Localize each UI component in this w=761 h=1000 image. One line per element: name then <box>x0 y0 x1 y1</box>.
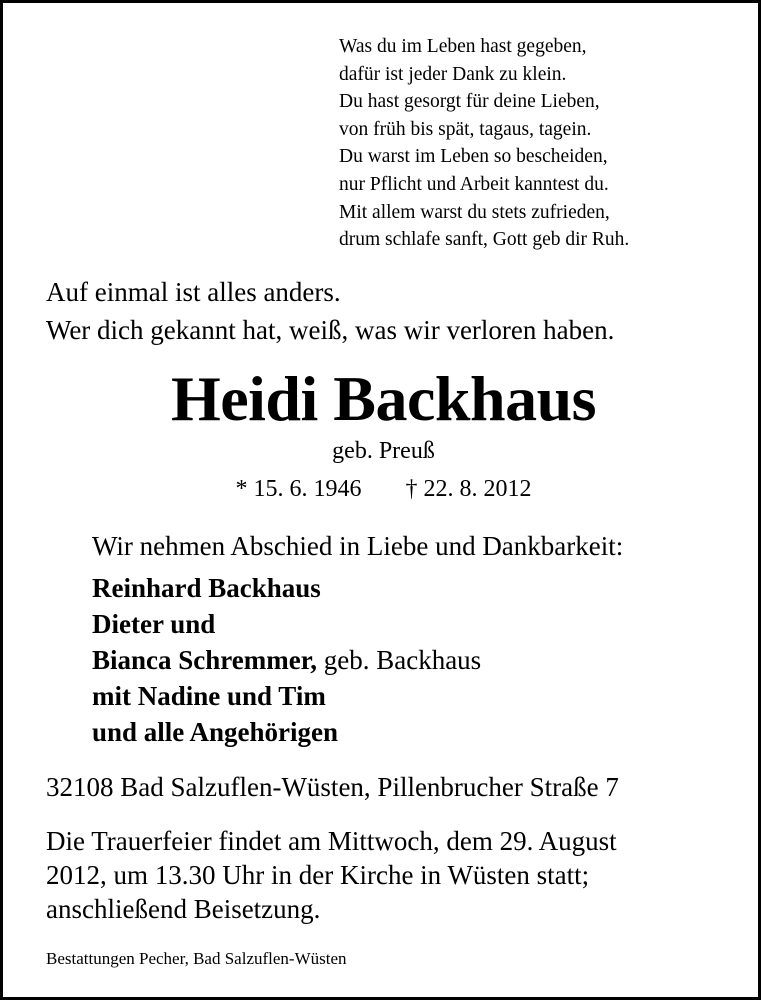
mourner-maiden-name: geb. Backhaus <box>316 645 482 675</box>
mourner-name: Bianca Schremmer, <box>92 645 317 675</box>
birth-date: * 15. 6. 1946 <box>235 476 362 502</box>
mourner-line: Reinhard Backhaus <box>92 573 321 603</box>
poem-line: Du warst im Leben so bescheiden, <box>339 146 608 168</box>
intro-line: Auf einmal ist alles anders. <box>46 277 341 307</box>
poem <box>339 33 749 254</box>
service-line: 2012, um 13.30 Uhr in der Kirche in Wüsten statt; <box>46 860 590 890</box>
farewell-heading: Wir nehmen Abschied in Liebe und Dankbarkeit: <box>92 531 624 561</box>
family-address: 32108 Bad Salzuflen-Wüsten, Pillenbrucher Straße 7 <box>46 772 619 802</box>
life-dates <box>3 473 761 505</box>
mourner-line <box>92 642 752 678</box>
undertaker-credit: Bestattungen Pecher, Bad Salzuflen-Wüsten <box>46 949 347 968</box>
poem-line: Was du im Leben hast gegeben, <box>339 36 587 57</box>
funeral-service-info <box>46 824 746 926</box>
service-line: Die Trauerfeier findet am Mittwoch, dem 29. August <box>46 826 617 856</box>
mourner-line: und alle Angehörigen <box>92 717 339 747</box>
mourners-list <box>92 570 752 750</box>
poem-line: nur Pflicht und Arbeit kanntest du. <box>339 173 609 195</box>
death-date: † 22. 8. 2012 <box>405 476 532 502</box>
poem-line: dafür ist jeder Dank zu klein. <box>339 63 567 85</box>
mourner-line: Dieter und <box>92 609 216 639</box>
intro-text <box>46 273 746 349</box>
deceased-name: Heidi Backhaus <box>170 363 597 434</box>
poem-line: drum schlafe sanft, Gott geb dir Ruh. <box>339 229 630 251</box>
maiden-name: geb. Preuß <box>332 438 435 464</box>
mourner-line: mit Nadine und Tim <box>92 681 326 711</box>
poem-line: Du hast gesorgt für deine Lieben, <box>339 91 600 113</box>
service-line: anschließend Beisetzung. <box>46 894 321 924</box>
poem-line: Mit allem warst du stets zufrieden, <box>339 201 610 223</box>
poem-line: von früh bis spät, tagaus, tagein. <box>339 118 592 140</box>
intro-line: Wer dich gekannt hat, weiß, was wir verloren haben. <box>46 315 615 345</box>
